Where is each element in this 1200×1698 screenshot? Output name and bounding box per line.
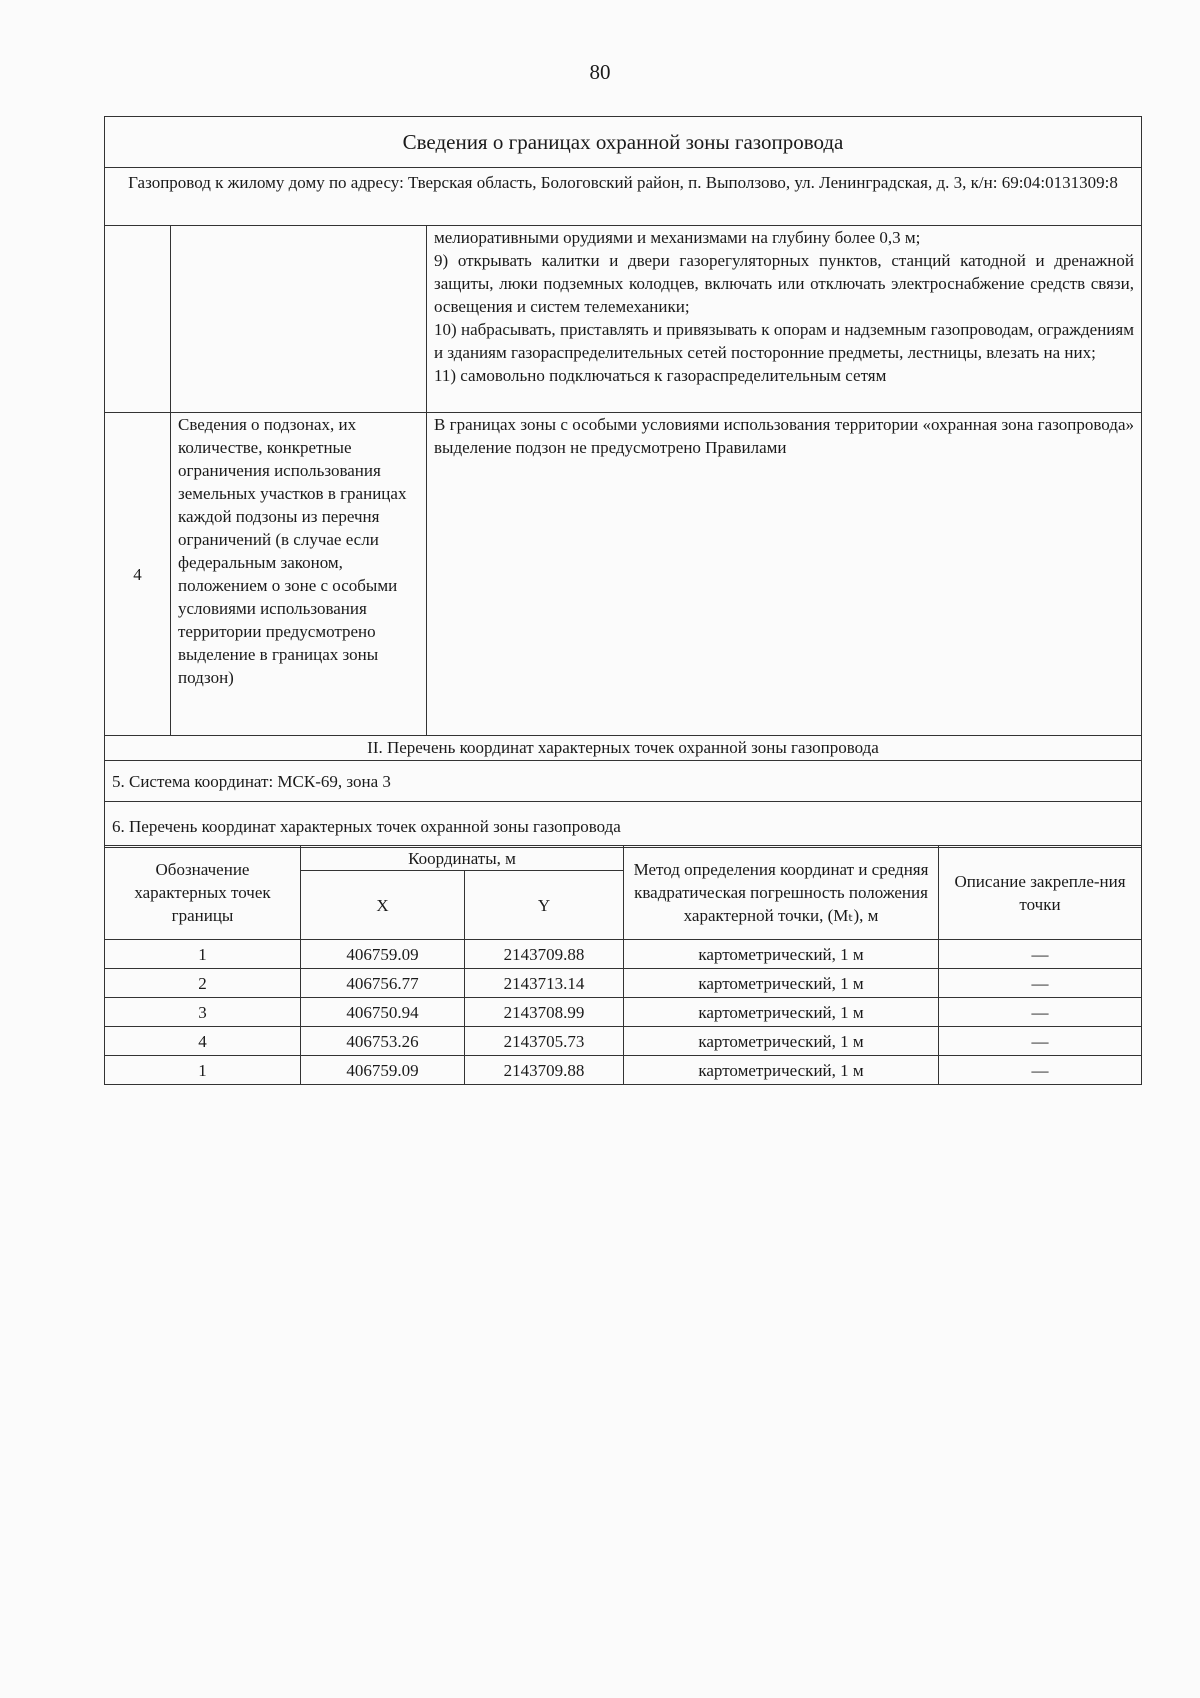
cell-description: — bbox=[939, 998, 1142, 1027]
row-label: Сведения о подзонах, их количестве, конкретные ограничения использования земельных участков в границах каждой подзоны из перечня ограничений (в случае если федеральным законом, положением о зоне с особыми условиями использования территории предусмотрено выделение в границах зоны подзон) bbox=[171, 413, 427, 736]
table-row bbox=[105, 1056, 1142, 1085]
cell-x: 406753.26 bbox=[301, 1027, 465, 1056]
table-row bbox=[105, 940, 1142, 969]
restriction-line: 10) набрасывать, приставлять и привязывать к опорам и надземным газопроводам, ограждениям и зданиям газораспределительных сетей посторонние предметы, лестницы, влезать на них; bbox=[434, 320, 1134, 362]
header-y: Y bbox=[465, 871, 624, 940]
header-x: X bbox=[301, 871, 465, 940]
row-label-empty bbox=[171, 226, 427, 413]
restriction-line: 11) самовольно подключаться к газораспределительным сетям bbox=[434, 366, 887, 385]
row-number-empty bbox=[105, 226, 171, 413]
cell-point: 1 bbox=[105, 940, 301, 969]
table-row bbox=[105, 969, 1142, 998]
cell-x: 406750.94 bbox=[301, 998, 465, 1027]
cell-method: картометрический, 1 м bbox=[624, 998, 939, 1027]
section-2-title: II. Перечень координат характерных точек охранной зоны газопровода bbox=[105, 736, 1142, 761]
cell-point: 4 bbox=[105, 1027, 301, 1056]
zone-info-table bbox=[104, 116, 1142, 848]
points-title: 6. Перечень координат характерных точек охранной зоны газопровода bbox=[105, 802, 1142, 848]
cell-y: 2143705.73 bbox=[465, 1027, 624, 1056]
continued-row bbox=[105, 226, 1142, 413]
row-number: 4 bbox=[105, 413, 171, 736]
cell-method: картометрический, 1 м bbox=[624, 1027, 939, 1056]
cell-description: — bbox=[939, 940, 1142, 969]
header-point: Обозначение характерных точек границы bbox=[105, 846, 301, 940]
cell-description: — bbox=[939, 969, 1142, 998]
cell-y: 2143713.14 bbox=[465, 969, 624, 998]
cell-method: картометрический, 1 м bbox=[624, 969, 939, 998]
page-number: 80 bbox=[589, 60, 611, 84]
cell-method: картометрический, 1 м bbox=[624, 940, 939, 969]
cell-description: — bbox=[939, 1027, 1142, 1056]
cell-x: 406759.09 bbox=[301, 940, 465, 969]
coordinates-table bbox=[104, 845, 1142, 1085]
cell-y: 2143709.88 bbox=[465, 940, 624, 969]
restrictions-text bbox=[427, 226, 1142, 413]
cell-point: 3 bbox=[105, 998, 301, 1027]
address: Газопровод к жилому дому по адресу: Тверская область, Бологовский район, п. Выползово, ул. Ленинградская, д. 3, к/н: 69:04:0131309:8 bbox=[105, 168, 1142, 226]
cell-description: — bbox=[939, 1056, 1142, 1085]
restriction-line: 9) открывать калитки и двери газорегуляторных пунктов, станций катодной и дренажной защиты, люки подземных колодцев, включать или отключать электроснабжение средств связи, освещения и систем телемеханики; bbox=[434, 251, 1134, 316]
row-value: В границах зоны с особыми условиями использования территории «охранная зона газопровода» выделение подзон не предусмотрено Правилами bbox=[427, 413, 1142, 736]
cell-y: 2143708.99 bbox=[465, 998, 624, 1027]
cell-x: 406759.09 bbox=[301, 1056, 465, 1085]
cell-x: 406756.77 bbox=[301, 969, 465, 998]
table-row bbox=[105, 998, 1142, 1027]
cell-point: 2 bbox=[105, 969, 301, 998]
cell-y: 2143709.88 bbox=[465, 1056, 624, 1085]
restriction-line: мелиоративными орудиями и механизмами на глубину более 0,3 м; bbox=[434, 228, 921, 247]
cell-point: 1 bbox=[105, 1056, 301, 1085]
document-title: Сведения о границах охранной зоны газопровода bbox=[105, 117, 1142, 168]
row-4 bbox=[105, 413, 1142, 736]
coord-system: 5. Система координат: МСК-69, зона 3 bbox=[105, 761, 1142, 802]
cell-method: картометрический, 1 м bbox=[624, 1056, 939, 1085]
table-row bbox=[105, 1027, 1142, 1056]
header-description: Описание закрепле-ния точки bbox=[939, 846, 1142, 940]
header-method: Метод определения координат и средняя квадратическая погрешность положения характерной точки, (Mₜ), м bbox=[624, 846, 939, 940]
header-coords: Координаты, м bbox=[301, 846, 624, 871]
